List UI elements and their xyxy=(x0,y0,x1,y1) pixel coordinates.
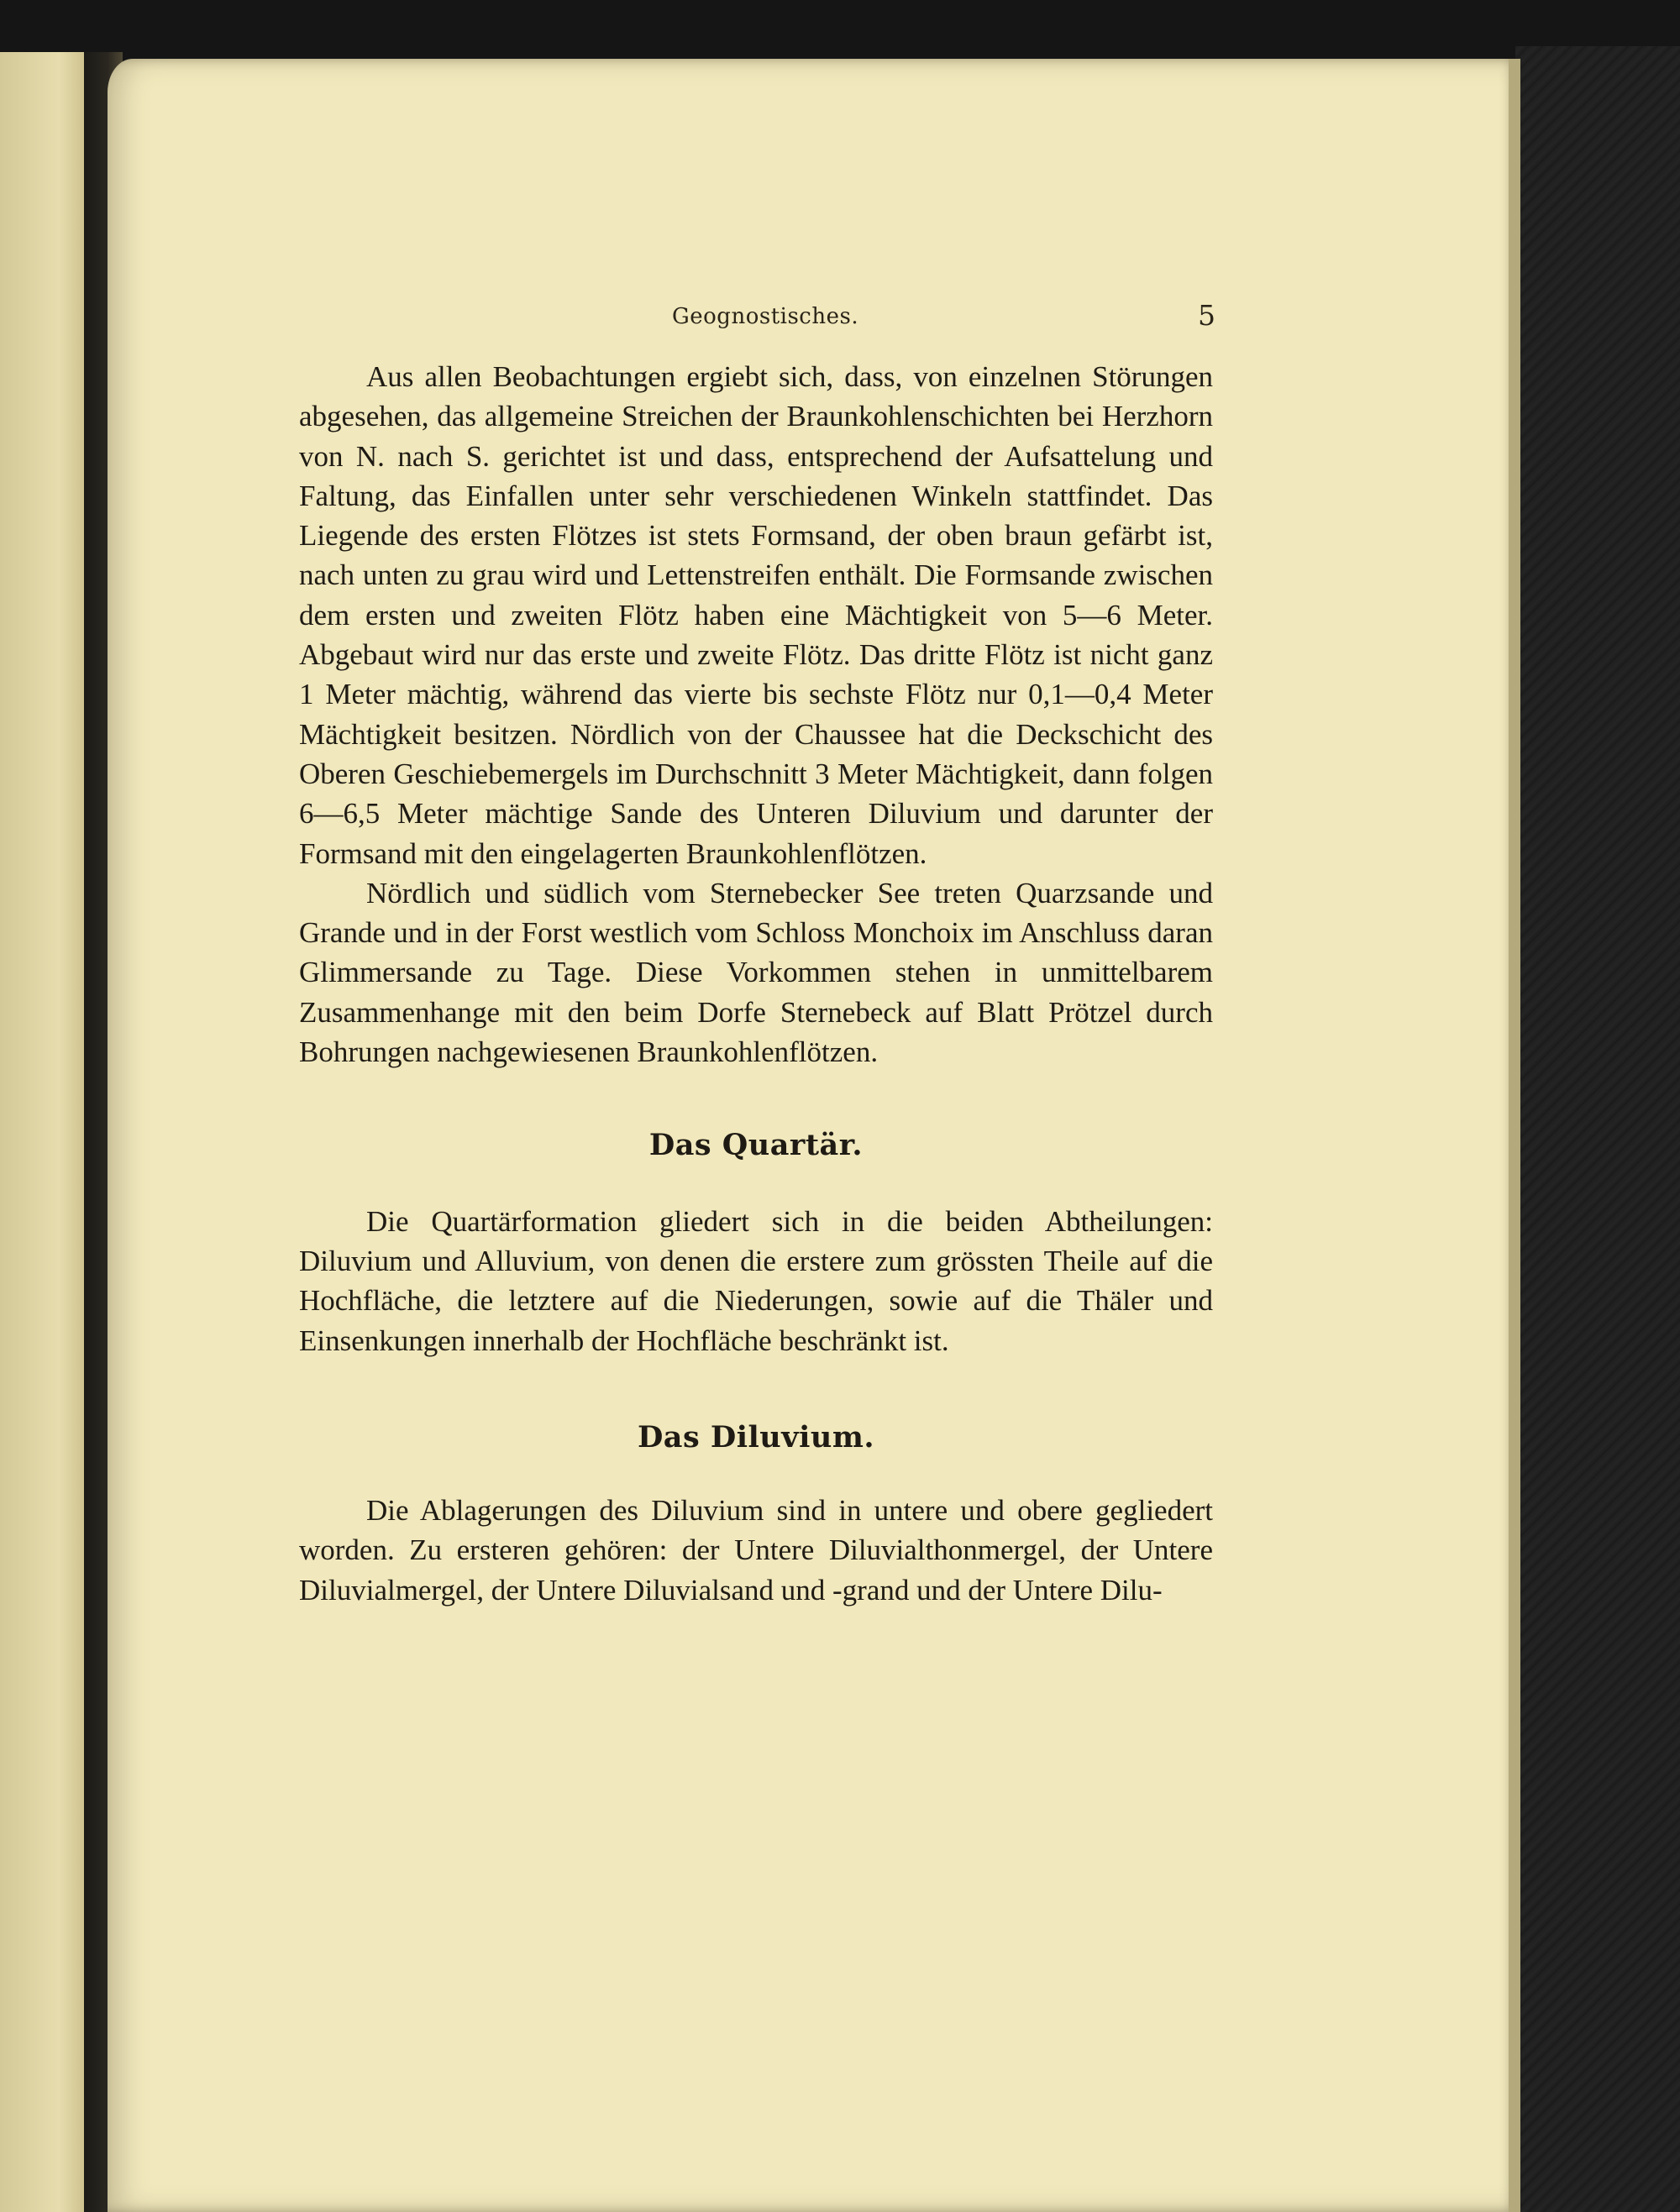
facing-page-edge xyxy=(0,52,84,2212)
paragraph-braunkohlen: Aus allen Beobachtungen ergiebt sich, dass, von einzelnen Störungen abgesehen, das allgemeine Streichen der Braunkohlenschichten bei Herzhorn von N. nach S. gerichtet ist und dass, entsprechend der Aufsattelung und Faltung, das Einfallen unter sehr verschiedenen Winkeln stattfindet. Das Liegende des ersten Flötzes ist stets Formsand, der oben braun gefärbt ist, nach unten zu grau wird und Lettenstreifen enthält. Die Formsande zwischen dem ersten und zweiten Flötz haben eine Mächtigkeit von 5—6 Meter. Abgebaut wird nur das erste und zweite Flötz. Das dritte Flötz ist nicht ganz 1 Meter mächtig, während das vierte bis sechste Flötz nur 0,1—0,4 Meter Mächtigkeit besitzen. Nördlich von der Chaussee hat die Deckschicht des Oberen Geschiebemergels im Durchschnitt 3 Meter Mächtigkeit, dann folgen 6—6,5 Meter mächtige Sande des Unteren Diluvium und darunter der Formsand mit den eingelagerten Braunkohlenflötzen. xyxy=(299,360,1213,870)
running-head xyxy=(0,299,1680,338)
paragraph-quartarformation: Die Quartärformation gliedert sich in die beiden Abtheilungen: Diluvium und Alluvium, von denen die erstere zum grössten Theile auf die Hochfläche, die letztere auf die Niederungen, sowie auf die Thäler und Einsenkungen innerhalb der Hochfläche beschränkt ist. xyxy=(299,1204,1213,1357)
section-heading-quartar: Das Quartär. xyxy=(648,1128,864,1163)
section-heading-diluvium: Das Diluvium. xyxy=(637,1419,875,1455)
page-body xyxy=(299,357,1213,1610)
book-cover-board xyxy=(1515,46,1680,2212)
paragraph-sternebecker-see: Nördlich und südlich vom Sternebecker See treten Quarzsande und Grande und in der Forst westlich vom Schloss Monchoix im Anschluss daran Glimmersande zu Tage. Diese Vorkommen stehen in unmittelbarem Zusammenhange mit den beim Dorfe Sternebeck auf Blatt Prötzel durch Bohrungen nachgewiesenen Braunkohlenflötzen. xyxy=(299,876,1213,1069)
paragraph-diluvium-ablagerungen: Die Ablagerungen des Diluvium sind in untere und obere gegliedert worden. Zu ersteren gehören: der Untere Diluvialthonmergel, der Untere Diluvialmergel, der Untere Diluvialsand und -grand und der Untere Dilu- xyxy=(299,1494,1213,1607)
page-number: 5 xyxy=(1198,299,1215,332)
running-head-title: Geognostisches. xyxy=(672,304,859,329)
page-edge xyxy=(1509,59,1520,2212)
